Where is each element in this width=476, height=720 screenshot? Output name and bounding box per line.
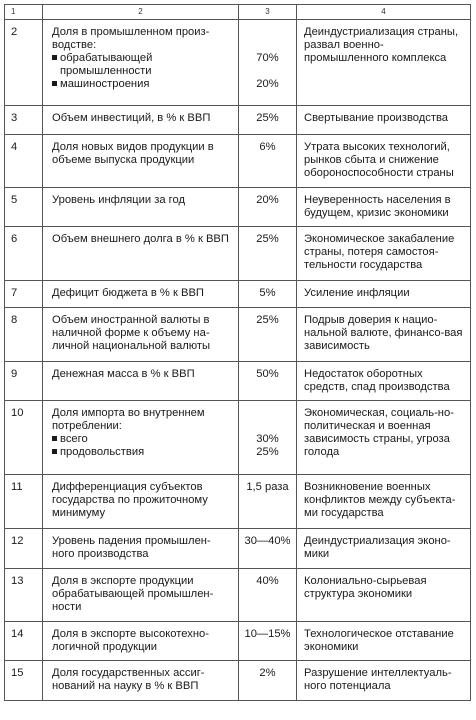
table-row — [5, 308, 471, 362]
row-number: 12 — [5, 529, 43, 569]
table-row — [5, 401, 471, 475]
value-cell: 25% — [239, 106, 297, 135]
value-cell: 30—40% — [239, 529, 297, 569]
table-row — [5, 227, 471, 281]
consequence-cell: Разрушение интеллектуаль-ного потенциала — [297, 661, 471, 701]
indicator-cell: Дефицит бюджета в % к ВВП — [43, 281, 239, 308]
table-row — [5, 362, 471, 401]
list-item — [52, 52, 230, 65]
indicator-cell: Уровень инфляции за год — [43, 188, 239, 227]
value-cell: 10—15% — [239, 622, 297, 661]
row-number: 8 — [5, 308, 43, 362]
indicator-text: Доля импорта во внутреннем — [52, 407, 205, 419]
value-cell: 20% — [239, 188, 297, 227]
consequence-cell: Утрата высоких технологий, рынков сбыта и снижение обороноспособности страны — [297, 135, 471, 188]
consequence-cell: Свертывание производства — [297, 106, 471, 135]
table-row — [5, 475, 471, 529]
row-number: 6 — [5, 227, 43, 281]
table-row — [5, 135, 471, 188]
consequence-cell: Технологическое отставание экономики — [297, 622, 471, 661]
value-cell: 40% — [239, 569, 297, 622]
column-number: 3 — [239, 5, 297, 20]
row-number: 9 — [5, 362, 43, 401]
row-number: 4 — [5, 135, 43, 188]
consequence-cell: Возникновение военных конфликтов между субъекта-ми государства — [297, 475, 471, 529]
table-row — [5, 281, 471, 308]
column-number: 4 — [297, 5, 471, 20]
item-label: машиностроения — [60, 78, 150, 90]
consequence-cell: Экономическое закабаление страны, потеря самостоя-тельности государства — [297, 227, 471, 281]
bullet-icon — [52, 81, 57, 86]
value-cell: 5% — [239, 281, 297, 308]
consequence-cell: Деиндустриализация эконо-мики — [297, 529, 471, 569]
table-row — [5, 569, 471, 622]
indicator-text: Доля в промышленном произ- — [52, 26, 210, 38]
value-cell — [239, 20, 297, 106]
value-cell: 50% — [239, 362, 297, 401]
indicator-cell: Доля новых видов продукции в объеме выпуска продукции — [43, 135, 239, 188]
table-row — [5, 529, 471, 569]
indicator-cell: Доля в экспорте высокотехно-логичной продукции — [43, 622, 239, 661]
list-item — [52, 446, 230, 459]
value-cell: 25% — [239, 308, 297, 362]
indicator-cell — [43, 401, 239, 475]
bullet-icon — [52, 449, 57, 454]
value-cell: 25% — [239, 227, 297, 281]
row-number: 11 — [5, 475, 43, 529]
consequence-cell: Колониально-сырьевая структура экономики — [297, 569, 471, 622]
consequence-cell: Экономическая, социаль-но-политическая и военная зависимость страны, угроза голода — [297, 401, 471, 475]
row-number: 5 — [5, 188, 43, 227]
item-value: 70% — [256, 52, 279, 64]
column-number: 1 — [5, 5, 43, 20]
item-label: продовольствия — [60, 446, 145, 458]
bullet-icon — [52, 55, 57, 60]
row-number: 3 — [5, 106, 43, 135]
indicator-cell: Доля в экспорте продукции обрабатывающей промышлен-ности — [43, 569, 239, 622]
consequence-cell: Недостаток оборотных средств, спад производства — [297, 362, 471, 401]
table-row — [5, 20, 471, 106]
row-number: 10 — [5, 401, 43, 475]
item-value: 30% — [256, 433, 279, 445]
item-label: всего — [60, 433, 88, 445]
indicator-cell: Объем иностранной валюты в наличной форме к объему на-личной национальной валюты — [43, 308, 239, 362]
indicators-table — [4, 4, 471, 701]
item-value: 25% — [256, 446, 279, 458]
list-item — [52, 433, 230, 446]
item-label-continued: промышленности — [60, 65, 152, 77]
consequence-cell: Деиндустриализация страны, развал военно-промышленного комплекса — [297, 20, 471, 106]
value-cell: 2% — [239, 661, 297, 701]
list-item — [52, 78, 230, 91]
table-row — [5, 188, 471, 227]
row-number: 2 — [5, 20, 43, 106]
value-cell: 1,5 раза — [239, 475, 297, 529]
row-number: 13 — [5, 569, 43, 622]
column-number: 2 — [43, 5, 239, 20]
table-row — [5, 622, 471, 661]
indicator-cell: Уровень падения промышлен-ного производства — [43, 529, 239, 569]
indicator-text: водстве: — [52, 39, 97, 51]
indicator-cell: Денежная масса в % к ВВП — [43, 362, 239, 401]
consequence-cell: Неуверенность населения в будущем, кризис экономики — [297, 188, 471, 227]
bullet-icon — [52, 436, 57, 441]
value-cell — [239, 401, 297, 475]
table-row — [5, 661, 471, 701]
document-page — [4, 4, 471, 701]
indicator-text: потреблении: — [52, 420, 122, 432]
row-number: 15 — [5, 661, 43, 701]
row-number: 7 — [5, 281, 43, 308]
indicator-cell: Доля государственных ассиг-нований на науку в % к ВВП — [43, 661, 239, 701]
indicator-cell: Объем внешнего долга в % к ВВП — [43, 227, 239, 281]
indicator-cell — [43, 20, 239, 106]
consequence-cell: Подрыв доверия к нацио-нальной валюте, финансо-вая зависимость — [297, 308, 471, 362]
item-value: 20% — [256, 78, 279, 90]
item-label: обрабатывающей — [60, 52, 153, 64]
value-cell: 6% — [239, 135, 297, 188]
indicator-cell: Объем инвестиций, в % к ВВП — [43, 106, 239, 135]
column-number-row — [5, 5, 471, 20]
table-row — [5, 106, 471, 135]
row-number: 14 — [5, 622, 43, 661]
consequence-cell: Усиление инфляции — [297, 281, 471, 308]
indicator-cell: Дифференциация субъектов государства по прожиточному минимуму — [43, 475, 239, 529]
